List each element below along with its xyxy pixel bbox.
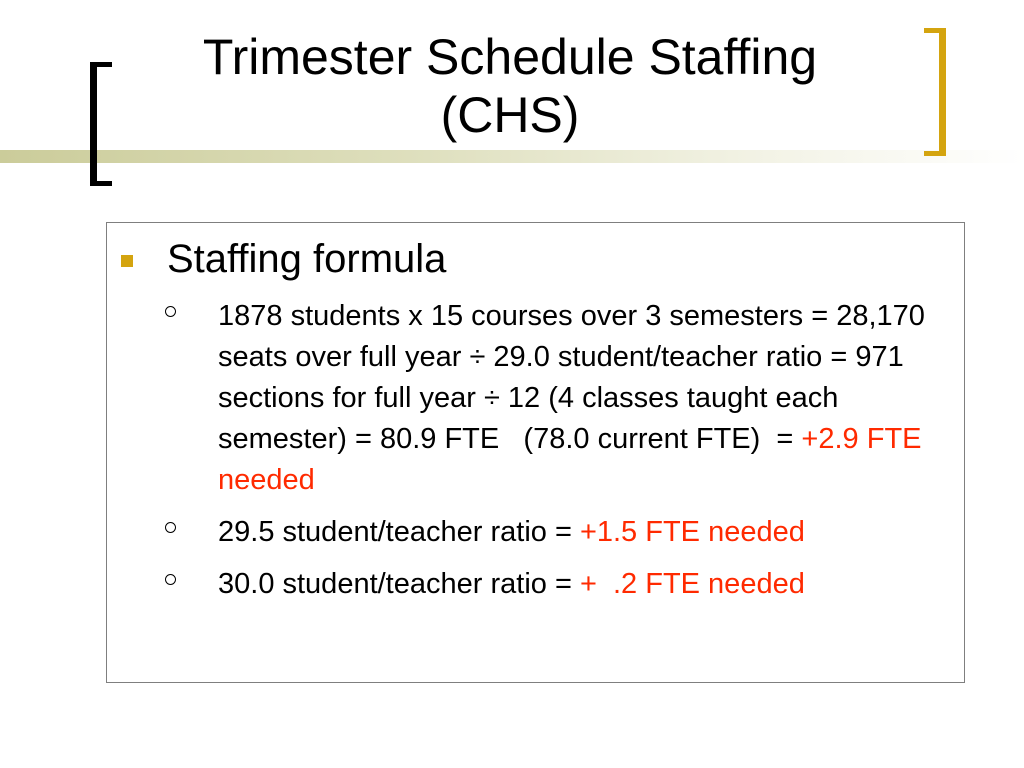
ring-bullet-icon bbox=[165, 306, 176, 317]
sub-bullet-list bbox=[165, 296, 945, 616]
fte-needed-highlight: +1.5 FTE needed bbox=[579, 516, 805, 548]
content-box bbox=[106, 222, 965, 683]
title-line-2: (CHS) bbox=[440, 87, 580, 143]
right-bracket-decoration bbox=[924, 28, 946, 156]
sub-bullet-text bbox=[218, 564, 943, 605]
sub-bullet-body: 1878 students x 15 courses over 3 semesters = 28,170 seats over full year ÷ 29.0 student/teacher ratio = 971 sections for full year ÷ 12 (4 classes taught each semester) = 80.9 FTE (78.0 current FTE) = bbox=[218, 300, 933, 455]
accent-band bbox=[0, 150, 1024, 163]
bullet-main-text: Staffing formula bbox=[167, 237, 447, 281]
left-bracket-decoration bbox=[90, 62, 112, 186]
ring-bullet-icon bbox=[165, 574, 176, 585]
sub-bullet-item bbox=[165, 296, 945, 501]
title-line-1: Trimester Schedule Staffing bbox=[202, 29, 818, 85]
bullet-staffing-formula bbox=[121, 237, 446, 281]
fte-needed-highlight: +2.9 FTE needed bbox=[218, 423, 930, 496]
sub-bullet-item bbox=[165, 512, 945, 553]
slide-title bbox=[120, 28, 900, 144]
sub-bullet-text bbox=[218, 296, 943, 501]
sub-bullet-body: 30.0 student/teacher ratio = bbox=[218, 568, 580, 600]
sub-bullet-text bbox=[218, 512, 943, 553]
sub-bullet-item bbox=[165, 564, 945, 605]
ring-bullet-icon bbox=[165, 522, 176, 533]
sub-bullet-body: 29.5 student/teacher ratio = bbox=[218, 516, 580, 548]
square-bullet-icon bbox=[121, 255, 133, 267]
fte-needed-highlight: + .2 FTE needed bbox=[579, 568, 805, 600]
